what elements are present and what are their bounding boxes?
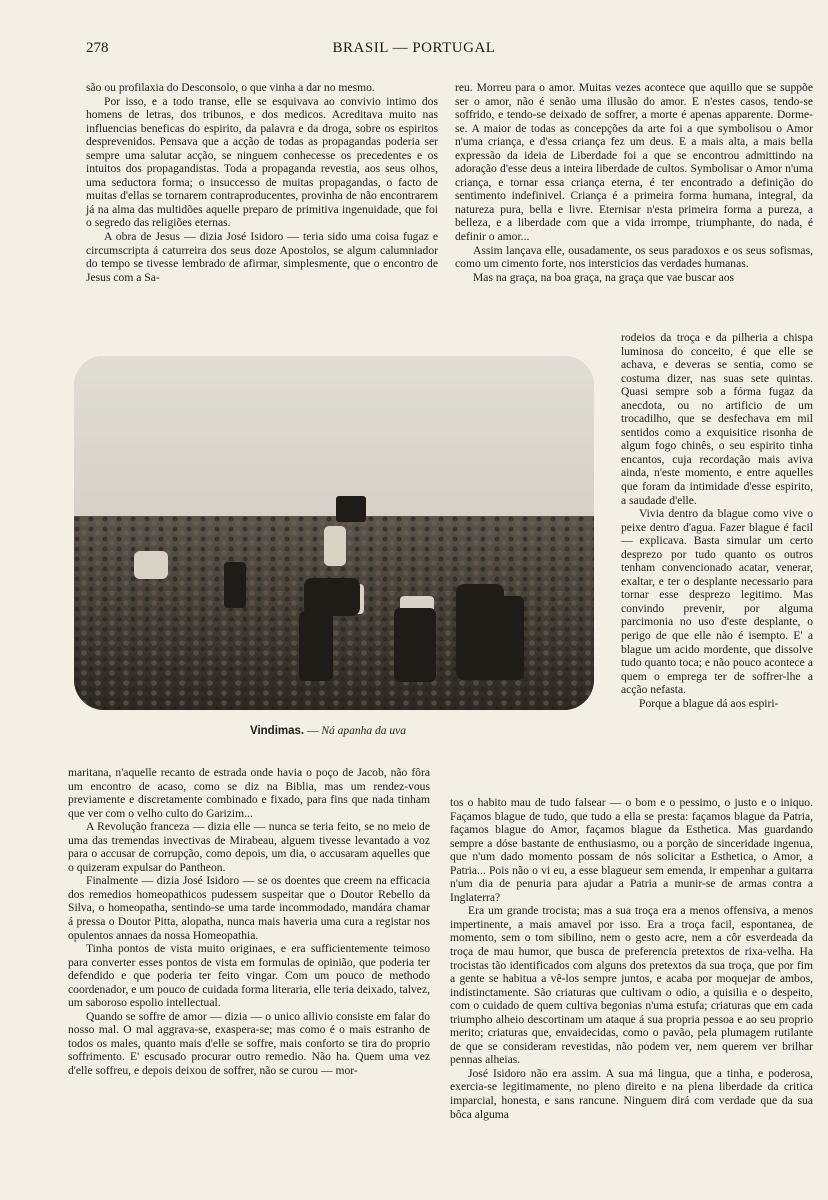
right-column-bottom (450, 796, 813, 1121)
paragraph: rodeios da troça e da pilheria a chispa luminosa do conceito, é que elle se achava, e deveras se sentia, como se costuma dizer, nas suas sete quintas. Quasi sempre sob a fórma fugaz da anecdota, ou no artificio de um trocadilho, que se desfechava em mil sentidos como a exquisitice risonha de algum fogo chinês, o seu espirito tinha encantos, cuja recordação mais aviva ainda, n'este momento, e entre aquelles que foram da intimidade d'esse espirito, a saudade d'elle. (621, 331, 813, 507)
paragraph: são ou profilaxia do Desconsolo, o que vinha a dar no mesmo. (86, 81, 375, 94)
paragraph: reu. Morreu para o amor. Muitas vezes acontece que aquillo que se suppõe ser o amor, não é senão uma illusão do amor. E n'estes casos, tendo-se soffrido, e tendo-se deixado de soffrer, a morte é apenas apparente. Dorme-se. A maior de todas as concepções da arte foi a que symbolisou o Amor n'uma criança, e d'essa criança fez um deus. E a mais alta, a mais bella expressão da ideia de Liberdade foi a que se encontrou admittindo na adoração d'esse deus a inteira liberdade de cultos. Symbolisar o Amor n'uma criança, e tornar essa criança eterna, é ter encontrado a definição do sentimento indefinivel. Criança é a primeira forma humana, integral, da natureza pura, bella e livre. Eternisar n'esta primeira forma a pureza, a belleza, e a liberdade com que a vida irrompe, triumphante, do nada, é definir o amor... (455, 81, 813, 244)
left-column-bottom (68, 766, 430, 1078)
photo-caption (250, 725, 406, 737)
caption-dash: — (304, 725, 322, 737)
paragraph: Porque a blague dá aos espiri- (639, 696, 779, 710)
paragraph: tos o habito mau de tudo falsear — o bom e o pessimo, o justo e o iniquo. Façamos blague de tudo, que tudo a ella se presta: façamos blague da Patria, façamos blague do Amor, façamos blague da Esthetica. Mas guardando sempre a dóse bastante de enthusiasmo, ou a porção de sinceridade ingenua, que n'um dado momento possam de nós solicitar a Esthetica, o Amor, a Patria... Pois não o vi eu, a esse blagueur sem emenda, ir empenhar a guitarra n'um dia de penuria para ajudar a Patria a munir-se de armas contra a Inglaterra? (450, 796, 813, 904)
paragraph: A obra de Jesus — dizia José Isidoro — teria sido uma coisa fugaz e circumscripta á caturreira dos seus doze Apostolos, se algum calumniador do tempo se tivesse lembrado de afirmar, simplesmente, que o encontro de Jesus com a Sa- (86, 230, 438, 284)
paragraph: Era um grande trocista; mas a sua troça era a menos offensiva, a menos impertinente, a mais amavel por isso. Era a troça facil, espontanea, de momento, sem o tom sibilino, nem o gesto acre, nem a côr esverdeada da troça de mau humor, que busca de preferencia pretextos de rixa-velha. Ha trocistas tão identificados com alguns dos pretextos da sua troça, que por fim a gente se habitua a vê-los sempre juntos, e acaba por moquejar de ambos, indistinctamente. São criaturas que cultivam o odio, a quisilia e o despeito, com o cuidado de quem cultiva begonias n'uma estufa; criaturas que em cada triumpho alheio descortinam um ataque á sua propria pessoa e ao seu proprio merito; criaturas que, envaidecidas, como o pavão, pela plumagem rutilante de que se consideram revestidas, não podem ver, nem querem ver brilhar pennas alheias. (450, 904, 813, 1067)
paragraph: Finalmente — dizia José Isidoro — se os doentes que creem na efficacia dos remedios homeopathicos pudessem suspeitar que o Doutor Rebello da Silva, o homeopatha, sentindo-se uma tarde incommodado, mandára chamar á pressa o Doutor Pitta, alopatha, nunca mais haveria uma cura a registar nos opulentos annaes da nossa Homeopathia. (68, 874, 430, 942)
page-number: 278 (86, 40, 109, 56)
caption-title: Vindimas. (250, 725, 305, 737)
paragraph: Vivia dentro da blague como vive o peixe dentro d'agua. Fazer blague é facil — explicava. Basta simular um certo desprezo por tudo quanto os outros tenham convencionado acatar, venerar, exaltar, e ter o desplante necessario para tornar esse desprezo legitimo. Mas convindo prevenir, por alguma parcimonia no uso d'este desplante, o perigo de que elle não é isempto. E' a blague um acido mordente, que dissolve tudo quanto toca; e não pouco acontece a quem o emprega ter de soffrer-lhe a acção nefasta. (621, 507, 813, 697)
paragraph: Tinha pontos de vista muito originaes, e era sufficientemente teimoso para converter esses pontos de vista em formulas de opinião, que poderia ter defendido e que poderia ter feito vingar. Com um pouco de methodo coordenador, e um pouco de cuidada forma literaria, elle teria deixado, talvez, um saboroso espolio intellectual. (68, 942, 430, 1010)
paragraph: Quando se soffre de amor — dizia — o unico allivio consiste em falar do nosso mal. O mal aggrava-se, exaspera-se; mas como é o mais estranho de todos os males, quanto mais d'elle se soffre, mais conforto se tira do proprio soffrimento. E' escusado procurar outro remedio. Não ha. Quem uma vez d'elle soffreu, e depois deixou de soffrer, não se curou — mor- (68, 1009, 430, 1078)
vineyard-harvest-photo-svg (74, 356, 594, 710)
right-column-top (455, 81, 813, 284)
paragraph: Assim lançava elle, ousadamente, os seus paradoxos e os seus sofismas, como um cimento forte, nos intersticios das verdades humanas. (455, 243, 813, 271)
right-column-wrap (621, 331, 813, 710)
vineyard-harvest-photo (74, 356, 594, 710)
paragraph: Mas na graça, na boa graça, na graça que vae buscar aos (473, 270, 735, 284)
left-column-top (86, 81, 438, 284)
paragraph: A Revolução franceza — dizia elle — nunca se teria feito, se no meio de uma das tremendas invectivas de Mirabeau, alguem tivesse levantado a voz para o accusar de corrupção, como depois, um dia, o accusaram aquelles que o quizeram expulsar do Pantheon. (68, 820, 430, 874)
running-header: BRASIL — PORTUGAL (332, 40, 496, 56)
paragraph: Por isso, e a todo transe, elle se esquivava ao convivio intimo dos homens de letras, dos tribunos, e dos medicos. Acreditava muito nas influencias beneficas do espirito, da palavra e da droga, sobre os espiritos desprevenidos. Pensava que a acção de todas as propagandas poderia ser sempre uma salutar acção, se ninguem conhecesse os precedentes e os intuitos dos propagandistas. Toda a propaganda revestia, aos seus olhos, uma seductora forma; o insuccesso de muitas propagandas, o facto de muitas d'ellas se tornarem contraproducentes, provinha de não encontrarem já na alma das multidões aquelle preparo de primitiva ingenuidade, que foi o segredo das religiões eternas. (86, 94, 438, 230)
paragraph: José Isidoro não era assim. A sua má lingua, que a tinha, e poderosa, exercia-se legitimamente, no pleno direito e na plena liberdade da critica imparcial, honesta, e sans rancune. Ninguem dirá com verdade que da sua bôca alguma (450, 1066, 813, 1121)
caption-subtitle: Ná apanha da uva (321, 725, 407, 737)
paragraph: maritana, n'aquelle recanto de estrada onde havia o poço de Jacob, não fôra um encontro de acaso, como se diz na Biblia, mas um rendez-vous previamente e discretamente combinado e fixado, para fins que nada tinham que ver com o velho culto do Garizim... (68, 766, 430, 820)
